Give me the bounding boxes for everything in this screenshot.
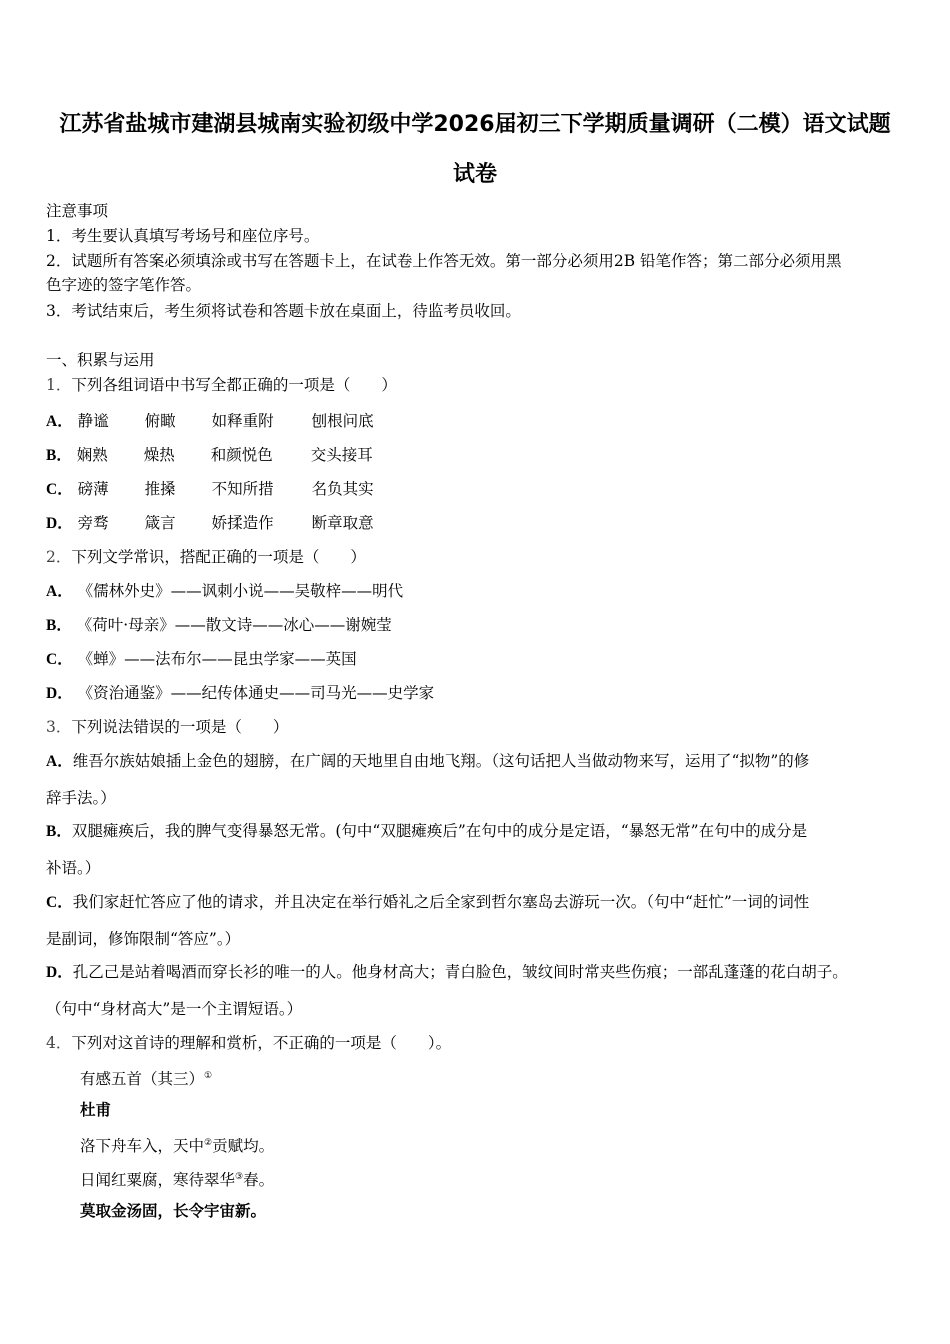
- poem-text: 贡赋均。: [212, 1137, 275, 1156]
- poem-line: [80, 1167, 274, 1190]
- option-a: [46, 411, 374, 432]
- footnote-marker: ①: [204, 1071, 213, 1081]
- page-title-cont: 试卷: [452, 162, 497, 187]
- word: 旁骛: [77, 514, 109, 532]
- option-a: [46, 751, 809, 772]
- word: 俯瞰: [144, 412, 176, 430]
- option-d: [46, 683, 434, 704]
- word: 刨根问底: [311, 412, 374, 430]
- question-stem: 下列对这首诗的理解和赏析，不正确的一项是（ ）。: [71, 1034, 452, 1052]
- poem-line: 莫取金汤固，长令宇宙新。: [80, 1201, 267, 1220]
- question-number: 2．: [46, 548, 72, 566]
- word: 静谧: [77, 412, 109, 430]
- notice-heading: 注意事项: [46, 202, 109, 220]
- option-label: B．: [46, 447, 72, 464]
- question-stem: 下列说法错误的一项是（ ）: [71, 718, 289, 736]
- word: 名负其实: [311, 480, 374, 498]
- option-label: A．: [46, 753, 73, 770]
- option-text: 维吾尔族姑娘插上金色的翅膀，在广阔的天地里自由地飞翔。（这句话把人当做动物来写，运用了“拟物”的修: [72, 752, 810, 770]
- question-4: [46, 1033, 451, 1053]
- question-3: [46, 717, 288, 737]
- option-text: 《荷叶·母亲》——散文诗——冰心——谢婉莹: [76, 616, 392, 634]
- option-a: [46, 581, 403, 602]
- page-title: 江苏省盐城市建湖县城南实验初级中学2026届初三下学期质量调研（二模）语文试题: [59, 112, 891, 137]
- notice-item: 2．试题所有答案必须填涂或书写在答题卡上，在试卷上作答无效。第一部分必须用2B 铅笔作答；第二部分必须用黑: [46, 252, 842, 270]
- option-text: 双腿瘫痪后，我的脾气变得暴怒无常。(句中“双腿瘫痪后”在句中的成分是定语，“暴怒无常”在句中的成分是: [71, 822, 808, 840]
- option-text: 《资治通鉴》——纪传体通史——司马光——史学家: [77, 684, 435, 702]
- word: 不知所措: [211, 480, 274, 498]
- option-text: 《儒林外史》——讽刺小说——吴敬梓——明代: [77, 582, 404, 600]
- option-b: [46, 821, 807, 842]
- question-stem: 下列各组词语中书写全都正确的一项是（ ）: [71, 376, 397, 394]
- option-text: 我们家赶忙答应了他的请求，并且决定在举行婚礼之后全家到哲尔塞岛去游玩一次。（句中“赶忙”一词的词性: [72, 893, 810, 911]
- word: 磅薄: [77, 480, 109, 498]
- poem-text: 洛下舟车入，天中: [80, 1137, 205, 1156]
- poem-author: 杜甫: [80, 1100, 112, 1119]
- option-b: [46, 615, 392, 636]
- option-a-cont: 辞手法。）: [46, 789, 116, 807]
- word: 燥热: [143, 446, 175, 464]
- option-label: D．: [46, 685, 73, 702]
- word: 交头接耳: [310, 446, 373, 464]
- option-label: D．: [46, 964, 73, 981]
- poem-title: [80, 1066, 212, 1089]
- option-d: [46, 513, 374, 534]
- option-label: D．: [46, 515, 73, 532]
- option-label: C．: [46, 481, 73, 498]
- poem-text: 春。: [243, 1171, 275, 1190]
- section-heading: 一、积累与运用: [46, 351, 155, 369]
- notice-item: 色字迹的签字笔作答。: [46, 276, 202, 294]
- poem-line: [80, 1133, 274, 1156]
- word: 娴熟: [76, 446, 108, 464]
- word: 箴言: [144, 514, 176, 532]
- question-stem: 下列文学常识，搭配正确的一项是（ ）: [71, 548, 366, 566]
- question-1: [46, 375, 397, 395]
- option-b: [46, 445, 373, 466]
- option-label: A．: [46, 583, 73, 600]
- option-b-cont: 补语。）: [46, 859, 101, 877]
- question-2: [46, 547, 366, 567]
- footnote-marker: ②: [204, 1138, 213, 1148]
- option-c: [46, 479, 374, 500]
- question-number: 3．: [46, 718, 72, 736]
- option-c: [46, 649, 357, 670]
- option-label: A．: [46, 413, 73, 430]
- question-number: 4．: [46, 1034, 72, 1052]
- notice-item: 1．考生要认真填写考场号和座位序号。: [46, 227, 320, 245]
- option-d: [46, 962, 848, 983]
- option-c: [46, 892, 809, 913]
- word: 如释重附: [211, 412, 274, 430]
- option-label: C．: [46, 651, 73, 668]
- word: 和颜悦色: [210, 446, 273, 464]
- word: 断章取意: [311, 514, 374, 532]
- notice-item: 3．考试结束后，考生须将试卷和答题卡放在桌面上，待监考员收回。: [46, 302, 521, 320]
- option-d-cont: （句中“身材高大”是一个主谓短语。）: [46, 1000, 303, 1018]
- word: 推搡: [144, 480, 176, 498]
- option-text: 《蝉》——法布尔——昆虫学家——英国: [77, 650, 357, 668]
- poem-title-text: 有感五首（其三）: [80, 1070, 205, 1089]
- option-label: B．: [46, 823, 72, 840]
- poem-text: 日闻红粟腐，寒待翠华: [80, 1171, 236, 1190]
- question-number: 1．: [46, 376, 72, 394]
- option-label: B．: [46, 617, 72, 634]
- word: 娇揉造作: [211, 514, 274, 532]
- option-label: C．: [46, 894, 73, 911]
- option-c-cont: 是副词，修饰限制“答应”。）: [46, 930, 241, 948]
- footnote-marker: ③: [235, 1172, 244, 1182]
- option-text: 孔乙己是站着喝酒而穿长衫的唯一的人。他身材高大；青白脸色，皱纹间时常夹些伤痕；一部乱蓬蓬的花白胡子。: [72, 963, 848, 981]
